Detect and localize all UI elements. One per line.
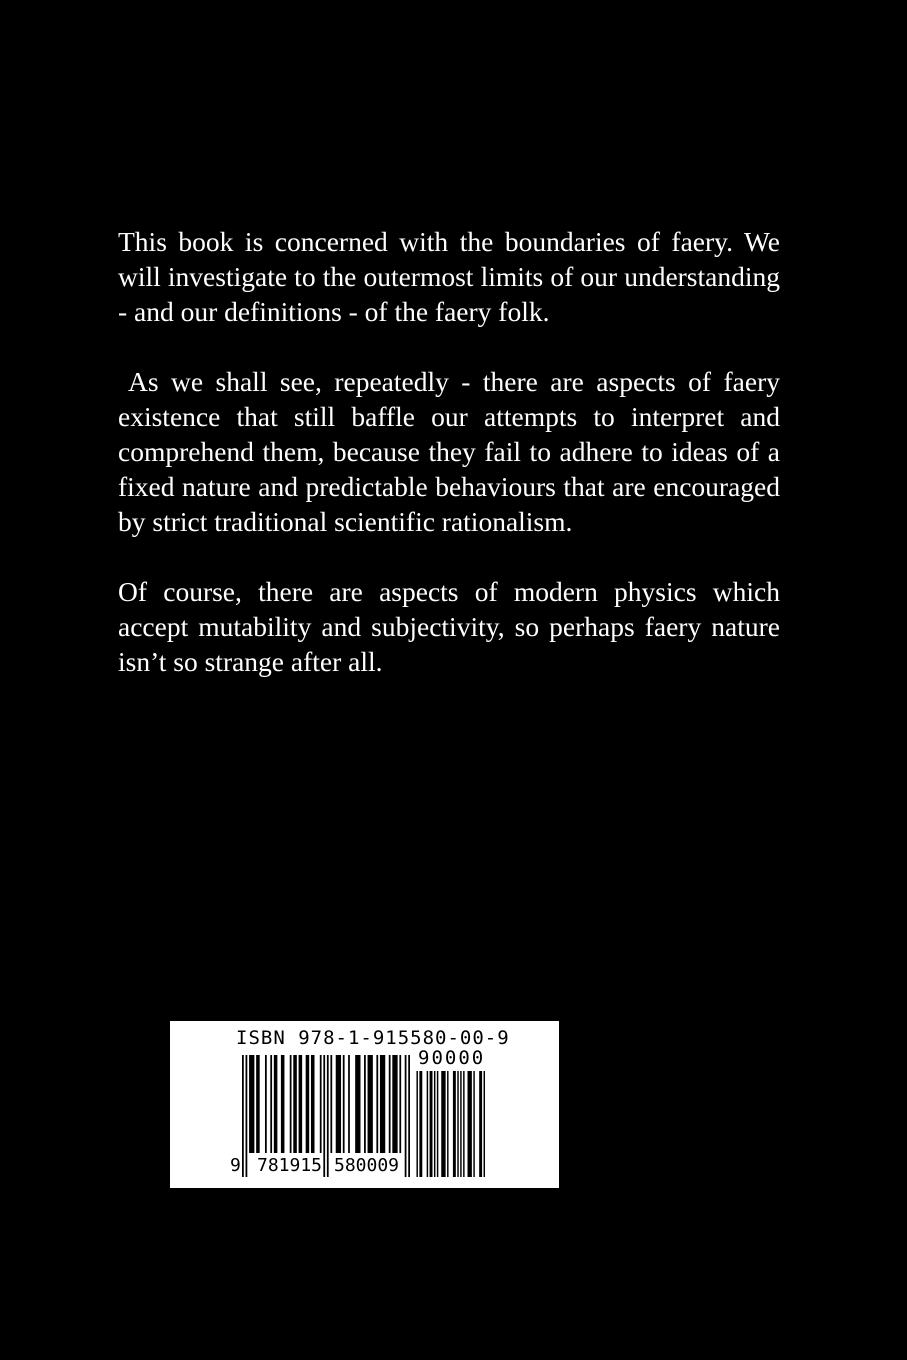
barcode-bar-20 (355, 1055, 360, 1153)
addon-bar-11 (463, 1071, 464, 1177)
blurb-paragraph-2: As we shall see, repeatedly - there are aspects of faery existence that still baffle our attempts to interpret and comprehend them, because they fail to adhere to ideas of a fixed nature and predictable behaviours that are encouraged by strict traditional scientific rationalism. (118, 366, 780, 537)
barcode-bar-8 (290, 1055, 292, 1153)
barcode-bar-6 (274, 1055, 278, 1153)
addon-bar-13 (473, 1071, 474, 1177)
barcode-bar-24 (380, 1055, 385, 1153)
addon-bar-8 (453, 1071, 456, 1177)
addon-bar-10 (460, 1071, 461, 1177)
blurb-paragraph-1: This book is concerned with the boundaries of faery. We will investigate to the outermost limits of our understanding - and our definitions - of the faery folk. (118, 226, 780, 327)
barcode-bar-2 (249, 1055, 254, 1153)
barcode-bar-9 (293, 1055, 297, 1153)
barcode-bar-3 (256, 1055, 260, 1153)
barcode-bar-4 (265, 1055, 267, 1153)
barcode-bar-11 (306, 1055, 310, 1153)
barcode-bar-7 (281, 1055, 285, 1153)
barcode-bar-15 (327, 1055, 329, 1177)
barcode-bar-29 (408, 1055, 410, 1177)
barcode-bar-13 (320, 1055, 322, 1153)
addon-bar-15 (484, 1071, 485, 1177)
isbn-barcode (170, 1021, 559, 1188)
barcode-bar-21 (364, 1055, 366, 1153)
barcode-bar-22 (368, 1055, 373, 1153)
barcode-bar-18 (343, 1055, 345, 1153)
barcode-bar-16 (330, 1055, 332, 1153)
isbn-text: ISBN 978-1-915580-00-9 (236, 1027, 510, 1049)
addon-bar-12 (468, 1071, 472, 1177)
barcode-bar-19 (348, 1055, 350, 1153)
barcode-bar-12 (311, 1055, 315, 1153)
addon-bar-1 (419, 1071, 422, 1177)
barcode-bar-14 (323, 1055, 325, 1177)
barcode-bar-17 (336, 1055, 341, 1153)
addon-bar-2 (427, 1071, 428, 1177)
barcode-bar-5 (270, 1055, 272, 1153)
barcode-lead-digit: 9 (230, 1155, 241, 1176)
addon-bar-4 (434, 1071, 435, 1177)
barcode-bar-1 (246, 1055, 248, 1177)
back-cover-blurb (118, 224, 780, 714)
barcode-left-digits: 781915 (257, 1155, 323, 1176)
barcode-bar-28 (405, 1055, 407, 1177)
addon-bar-3 (430, 1071, 433, 1177)
barcode-right-digits: 580009 (334, 1155, 400, 1176)
barcode-bar-0 (242, 1055, 244, 1177)
addon-bar-5 (437, 1071, 438, 1177)
addon-bar-14 (479, 1071, 482, 1177)
barcode-addon-digits: 90000 (418, 1047, 486, 1069)
barcode-bar-23 (376, 1055, 378, 1153)
blurb-paragraph-3: Of course, there are aspects of modern physics which accept mutability and subjectivity, so perhaps faery nature isn’t so strange after all. (118, 576, 780, 677)
barcode-bar-25 (389, 1055, 391, 1153)
barcode-bar-10 (299, 1055, 303, 1153)
barcode-bar-26 (392, 1055, 397, 1153)
addon-bar-9 (457, 1071, 458, 1177)
addon-bar-7 (447, 1071, 448, 1177)
addon-bar-0 (416, 1071, 417, 1177)
addon-bar-6 (441, 1071, 445, 1177)
addon-barcode-bars (415, 1071, 485, 1177)
barcode-bar-27 (399, 1055, 401, 1153)
